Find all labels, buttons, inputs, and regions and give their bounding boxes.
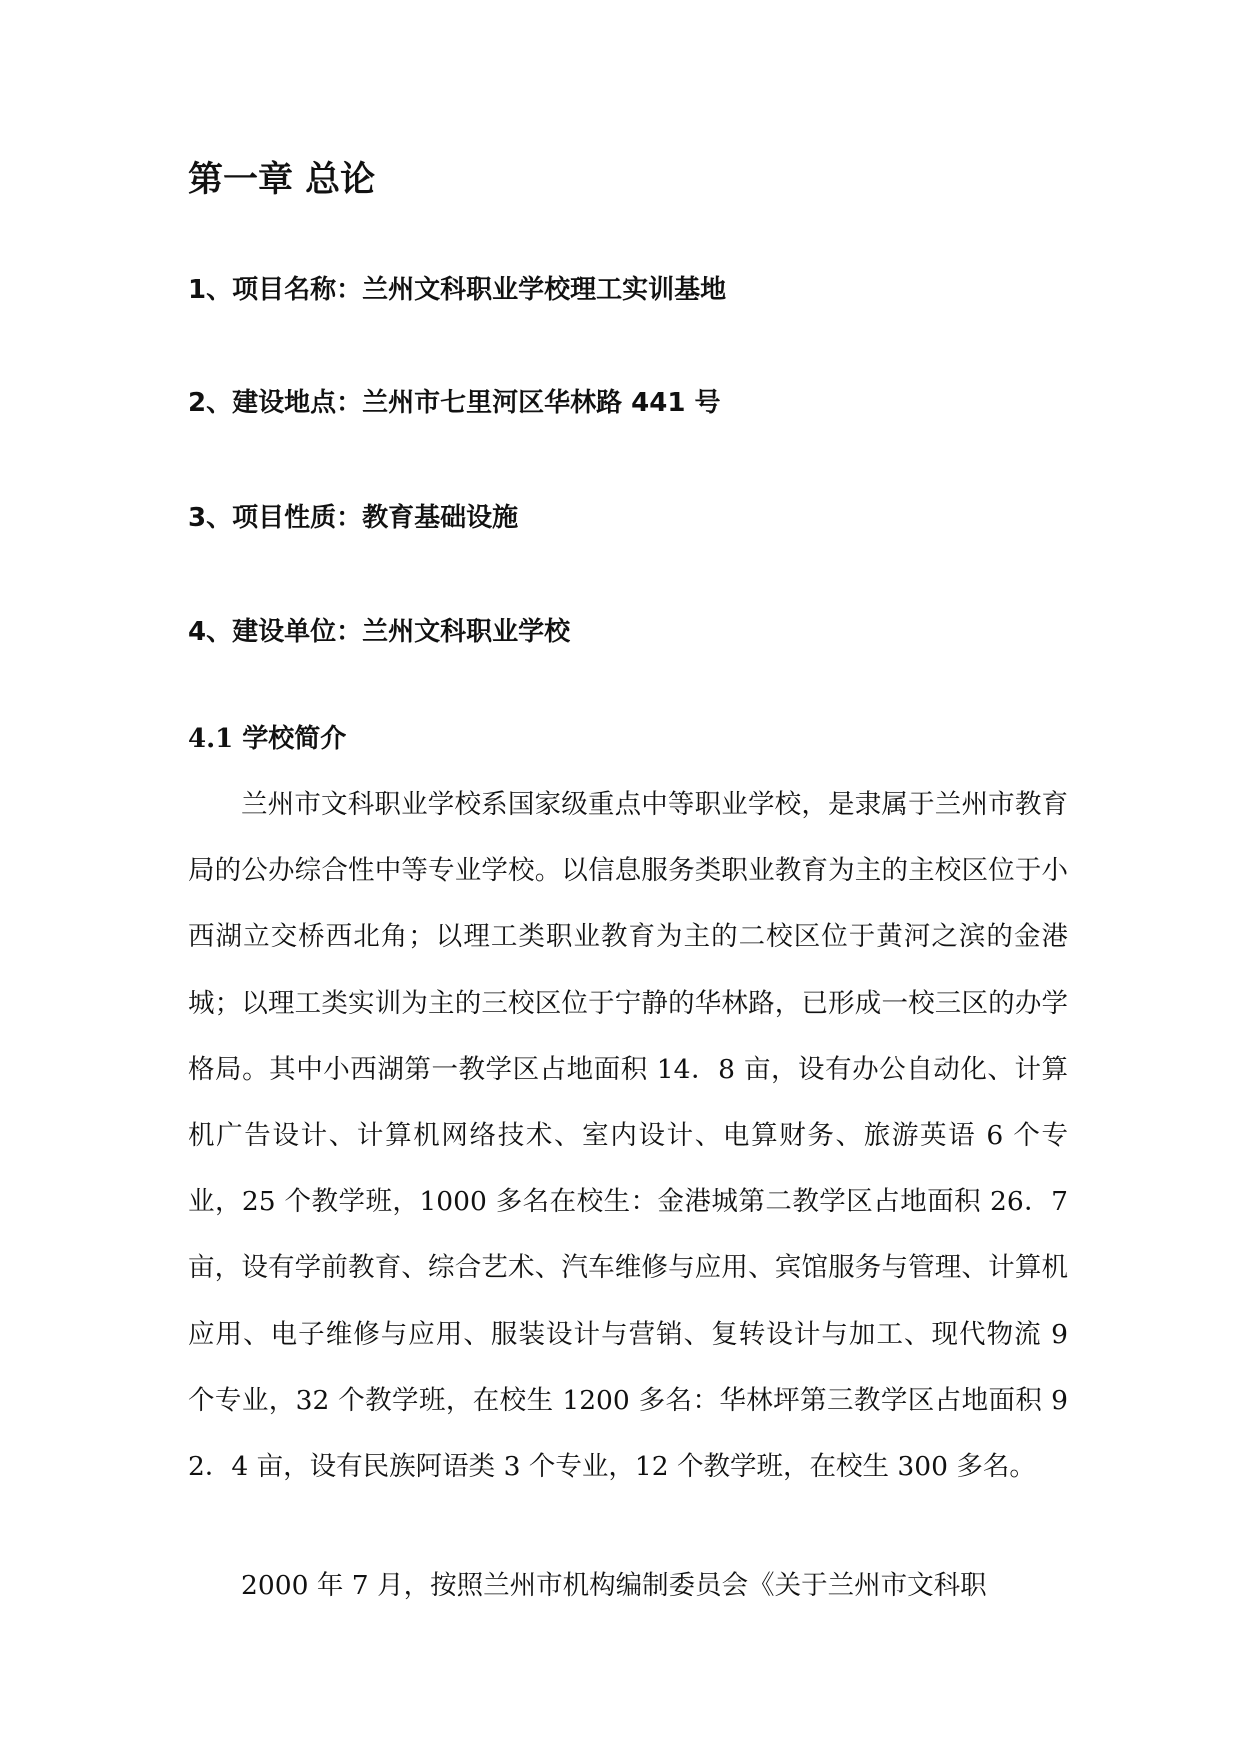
project-name-item: 1、项目名称：兰州文科职业学校理工实训基地 — [188, 275, 727, 305]
school-introduction-paragraph: 兰州市文科职业学校系国家级重点中等职业学校，是隶属于兰州市教育局的公办综合性中等专业学校。以信息服务类职业教育为主的主校区位于小西湖立交桥西北角；以理工类职业教育为主的二校区位于黄河之滨的金港城；以理工类实训为主的三校区位于宁静的华林路，已形成一校三区的办学格局。其中小西湖第一教学区占地面积 14．8 亩，设有办公自动化、计算机广告设计、计算机网络技术、室内设计、电算财务、旅游英语 6 个专业，25 个教学班，1000 多名在校生：金港城第二教学区占地面积 26．7 亩，设有学前教育、综合艺术、汽车维修与应用、宾馆服务与管理、计算机应用、电子维修与应用、服装设计与营销、复转设计与加工、现代物流 9 个专业，32 个教学班，在校生 1200 多名：华林坪第三教学区占地面积 92．4 亩，设有民族阿语类 3 个专业，12 个教学班，在校生 300 多名。 — [188, 789, 1068, 1483]
chapter-title: 第一章 总论 — [188, 160, 376, 200]
history-paragraph: 2000 年 7 月，按照兰州市机构编制委员会《关于兰州市文科职 — [241, 1570, 987, 1601]
construction-location-item: 2、建设地点：兰州市七里河区华林路 441 号 — [188, 388, 721, 418]
section-heading: 4.1 学校简介 — [188, 724, 347, 754]
construction-unit-item: 4、建设单位：兰州文科职业学校 — [188, 617, 571, 647]
project-nature-item: 3、项目性质：教育基础设施 — [188, 503, 519, 533]
